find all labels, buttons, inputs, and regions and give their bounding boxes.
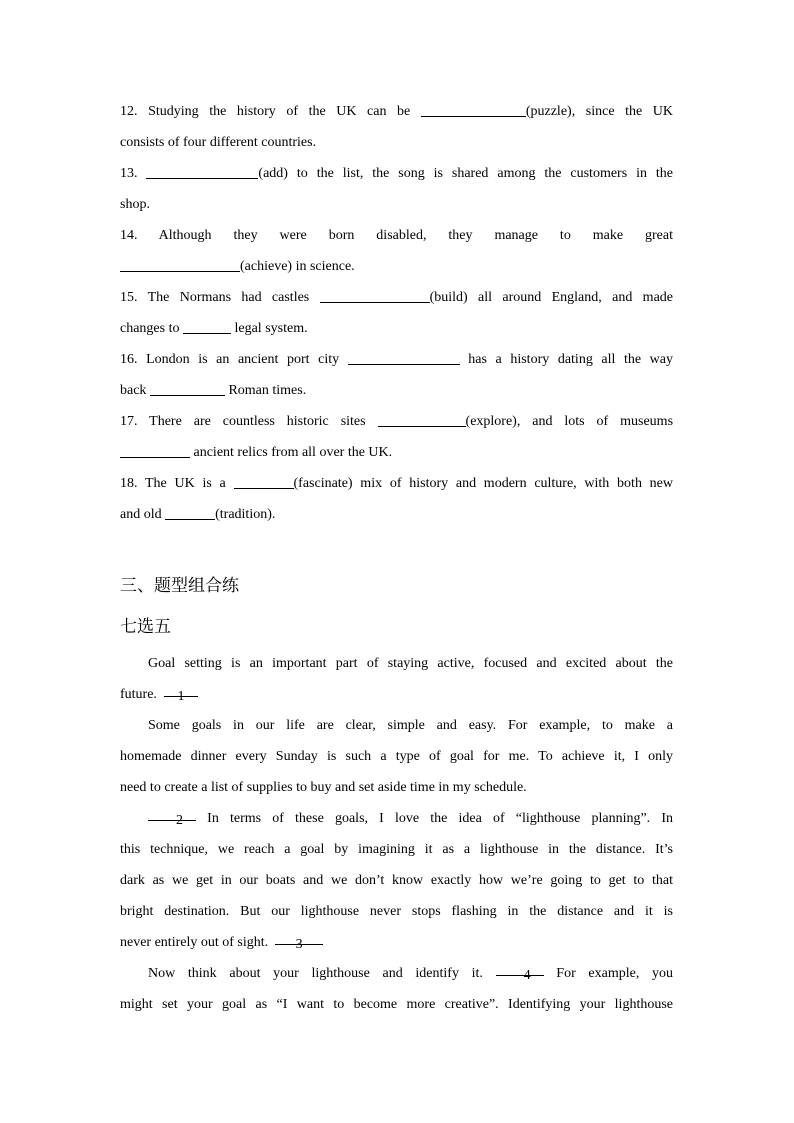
exercise-18-line-2: and old (tradition). — [120, 499, 673, 530]
exercise-15-line-2: changes to legal system. — [120, 313, 673, 344]
exercise-13-line-1: 13. (add) to the list, the song is shared among the customers in the — [120, 158, 673, 189]
passage-line: bright destination. But our lighthouse never stops flashing in the distance and it is — [120, 904, 673, 919]
subsection-heading: 七选五 — [120, 617, 171, 637]
exercise-16-line-1: 16. London is an ancient port city has a history dating all the way — [120, 344, 673, 375]
passage-line: might set your goal as “I want to become more creative”. Identifying your lighthouse — [120, 997, 673, 1012]
gap-blank-3[interactable]: 3 — [275, 929, 323, 945]
exercise-17-line-2: ancient relics from all over the UK. — [120, 437, 673, 468]
answer-blank-17b[interactable] — [120, 442, 190, 458]
gap-blank-2[interactable]: 2 — [148, 805, 196, 821]
answer-blank-15a[interactable] — [320, 287, 430, 303]
answer-blank-18a[interactable] — [234, 473, 294, 489]
answer-blank-17a[interactable] — [378, 411, 466, 427]
reading-passage — [120, 648, 673, 1020]
passage-line: Goal setting is an important part of staying active, focused and excited about the — [148, 656, 673, 671]
answer-blank-12[interactable] — [421, 101, 526, 117]
answer-blank-18b[interactable] — [165, 504, 215, 520]
exercise-14-line-1: 14. Although they were born disabled, they manage to make great — [120, 228, 673, 243]
exercise-12-line-1: 12. Studying the history of the UK can be (puzzle), since the UK — [120, 96, 673, 127]
passage-line: dark as we get in our boats and we don’t know exactly how we’re going to get to that — [120, 873, 673, 888]
passage-line: Now think about your lighthouse and identify it. 4 For example, you — [120, 958, 673, 989]
exercise-17-line-1: 17. There are countless historic sites (explore), and lots of museums — [120, 406, 673, 437]
exercise-13-line-2: shop. — [120, 197, 150, 212]
passage-line: 2 In terms of these goals, I love the idea of “lighthouse planning”. In — [120, 803, 673, 834]
answer-blank-14[interactable] — [120, 256, 240, 272]
answer-blank-16b[interactable] — [150, 380, 225, 396]
fill-in-exercises — [120, 96, 673, 530]
answer-blank-16a[interactable] — [348, 349, 460, 365]
answer-blank-15b[interactable] — [183, 318, 231, 334]
gap-blank-4[interactable]: 4 — [496, 960, 544, 976]
passage-line: never entirely out of sight. 3 — [120, 927, 673, 958]
passage-line: future. 1 — [120, 679, 673, 710]
passage-line: need to create a list of supplies to buy and set aside time in my schedule. — [120, 780, 527, 795]
gap-blank-1[interactable]: 1 — [164, 681, 198, 697]
passage-line: homemade dinner every Sunday is such a type of goal for me. To achieve it, I only — [120, 749, 673, 764]
exercise-18-line-1: 18. The UK is a (fascinate) mix of history and modern culture, with both new — [120, 468, 673, 499]
exercise-16-line-2: back Roman times. — [120, 375, 673, 406]
passage-line: this technique, we reach a goal by imagining it as a lighthouse in the distance. It’s — [120, 842, 673, 857]
answer-blank-13[interactable] — [146, 163, 258, 179]
exercise-15-line-1: 15. The Normans had castles (build) all around England, and made — [120, 282, 673, 313]
exercise-14-line-2: (achieve) in science. — [120, 251, 673, 282]
passage-line: Some goals in our life are clear, simple and easy. For example, to make a — [148, 718, 673, 733]
exercise-12-line-2: consists of four different countries. — [120, 135, 317, 150]
section-heading: 三、题型组合练 — [120, 576, 239, 596]
